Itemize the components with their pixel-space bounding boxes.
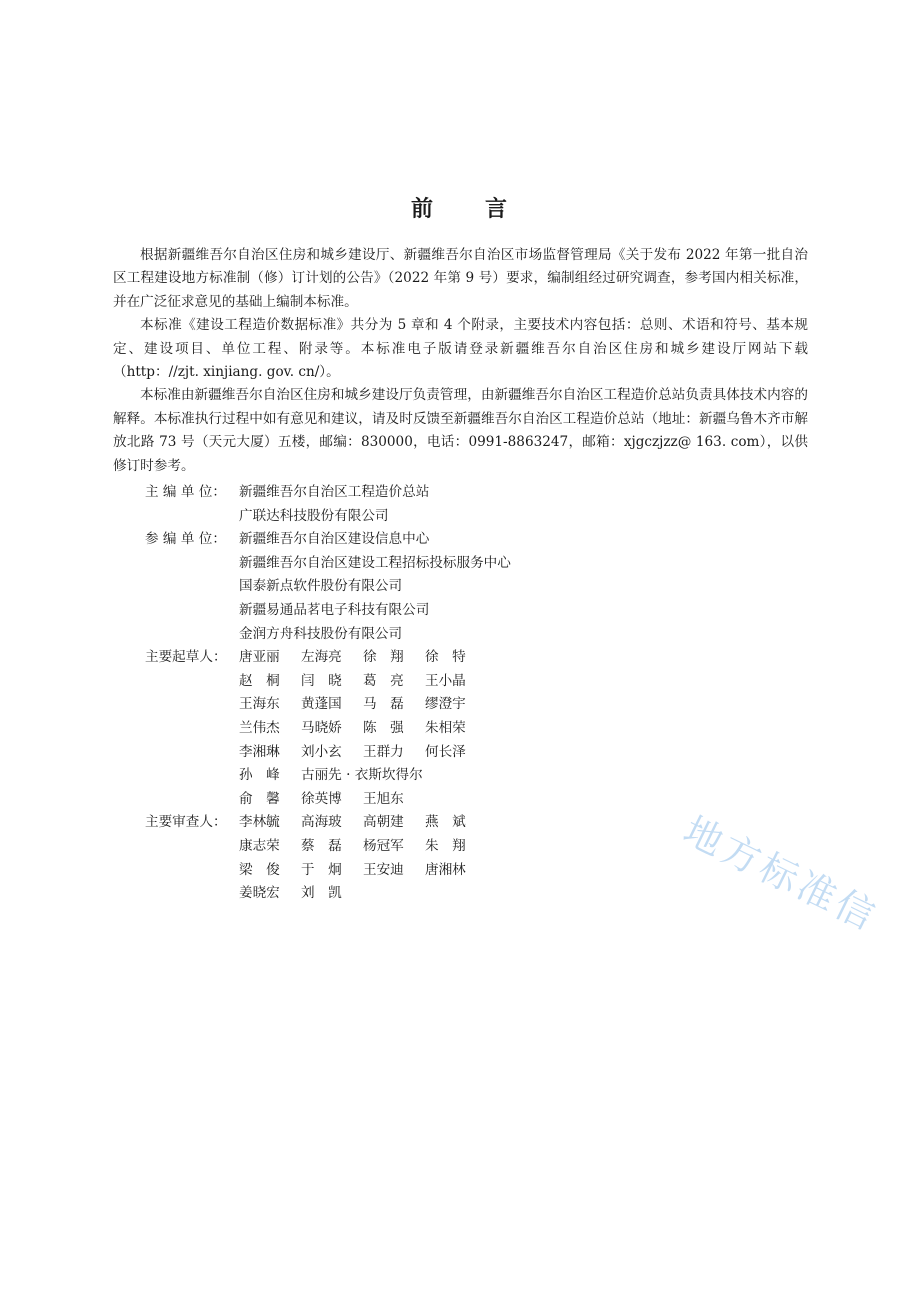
paragraph-2: 本标准《建设工程造价数据标准》共分为 5 章和 4 个附录，主要技术内容包括：总则、术语和符号、基本规定、建设项目、单位工程、附录等。本标准电子版请登录新疆维吾尔自治区住房和城乡建设厅网站下载（http：//zjt. xinjiang. gov. cn/）。 [113,317,808,381]
drafter-name: 朱相荣 [425,719,466,736]
drafter-name: 黄蓬国 [301,696,342,713]
drafter-name: 徐 特 [425,649,466,666]
drafter-name: 赵 桐 [239,672,280,689]
reviewer-name: 杨冠军 [363,837,404,854]
drafter-name: 古丽先 · 衣斯坎得尔 [301,767,423,784]
participating-units [145,528,511,646]
participating-unit-item: 新疆维吾尔自治区建设工程招标投标服务中心 [239,554,511,571]
participating-unit-item: 新疆易通品茗电子科技有限公司 [239,601,430,618]
drafter-name: 葛 亮 [363,672,404,689]
drafter-name: 孙 峰 [239,767,280,784]
drafter-name: 陈 强 [363,719,404,736]
reviewer-name: 姜晓宏 [239,885,280,902]
participating-units-label: 参 编 单 位： [145,531,226,548]
chief-unit-item: 新疆维吾尔自治区工程造价总站 [239,484,430,500]
drafters-label: 主要起草人： [145,649,227,666]
drafter-name: 俞 馨 [239,790,280,807]
title-char-1: 前 [410,196,435,222]
reviewer-name: 刘 凯 [301,885,342,902]
participating-unit-item: 金润方舟科技股份有限公司 [239,625,403,642]
reviewer-name: 燕 斌 [425,814,466,831]
reviewers [145,811,511,905]
reviewer-name: 梁 俊 [239,861,280,878]
reviewers-label: 主要审查人： [145,814,227,831]
drafter-name: 李湘琳 [239,743,280,760]
page-title [0,192,920,223]
reviewer-name: 唐湘林 [425,861,466,878]
reviewers-names [239,811,487,905]
reviewer-name: 朱 翔 [425,837,466,854]
drafter-name: 徐 翔 [363,649,404,666]
drafter-name: 闫 晓 [301,672,342,689]
drafter-name: 王群力 [363,743,404,760]
title-char-2: 言 [485,196,510,222]
chief-unit-item: 广联达科技股份有限公司 [239,507,389,524]
drafter-name: 刘小玄 [301,743,342,760]
reviewer-name: 于 炯 [301,861,342,878]
drafter-name: 唐亚丽 [239,649,280,666]
reviewer-name: 康志荣 [239,837,280,854]
drafter-name: 王海东 [239,696,280,713]
drafter-name: 左海亮 [301,649,342,666]
drafters [145,646,511,811]
reviewer-name: 王安迪 [363,861,404,878]
drafter-name: 兰伟杰 [239,719,280,736]
watermark-text: 地方标准信 [676,808,885,940]
paragraph-1: 根据新疆维吾尔自治区住房和城乡建设厅、新疆维吾尔自治区市场监督管理局《关于发布 2022 年第一批自治区工程建设地方标准制（修）订计划的公告》（2022 年第 9 号）要求，编制组经过研究调查，参考国内相关标准，并在广泛征求意见的基础上编制本标准。 [113,247,808,310]
drafter-name: 何长泽 [425,743,466,760]
participating-unit-item: 新疆维吾尔自治区建设信息中心 [239,531,430,548]
reviewer-name: 李林毓 [239,814,280,831]
drafter-name: 马 磊 [363,696,404,713]
drafter-name: 马晓娇 [301,719,342,736]
drafter-name: 徐英博 [301,790,342,807]
chief-units [145,481,511,528]
drafter-name: 缪澄宇 [425,696,466,713]
reviewer-name: 高朝建 [363,814,404,831]
drafters-names [239,646,487,811]
credits-section [145,481,511,906]
preface-body [113,244,808,478]
reviewer-name: 蔡 磊 [301,837,342,854]
chief-units-label: 主 编 单 位： [145,484,226,500]
participating-unit-item: 国泰新点软件股份有限公司 [239,578,403,595]
drafter-name: 王小晶 [425,672,466,689]
reviewer-name: 高海玻 [301,814,342,831]
paragraph-3: 本标准由新疆维吾尔自治区住房和城乡建设厅负责管理，由新疆维吾尔自治区工程造价总站负责具体技术内容的解释。本标准执行过程中如有意见和建议，请及时反馈至新疆维吾尔自治区工程造价总站（地址：新疆乌鲁木齐市解放北路 73 号（天元大厦）五楼，邮编：830000，电话：0991-8863247，邮箱：xjgczjzz@ 163. com），以供修订时参考。 [113,387,808,474]
drafter-name: 王旭东 [363,790,404,807]
